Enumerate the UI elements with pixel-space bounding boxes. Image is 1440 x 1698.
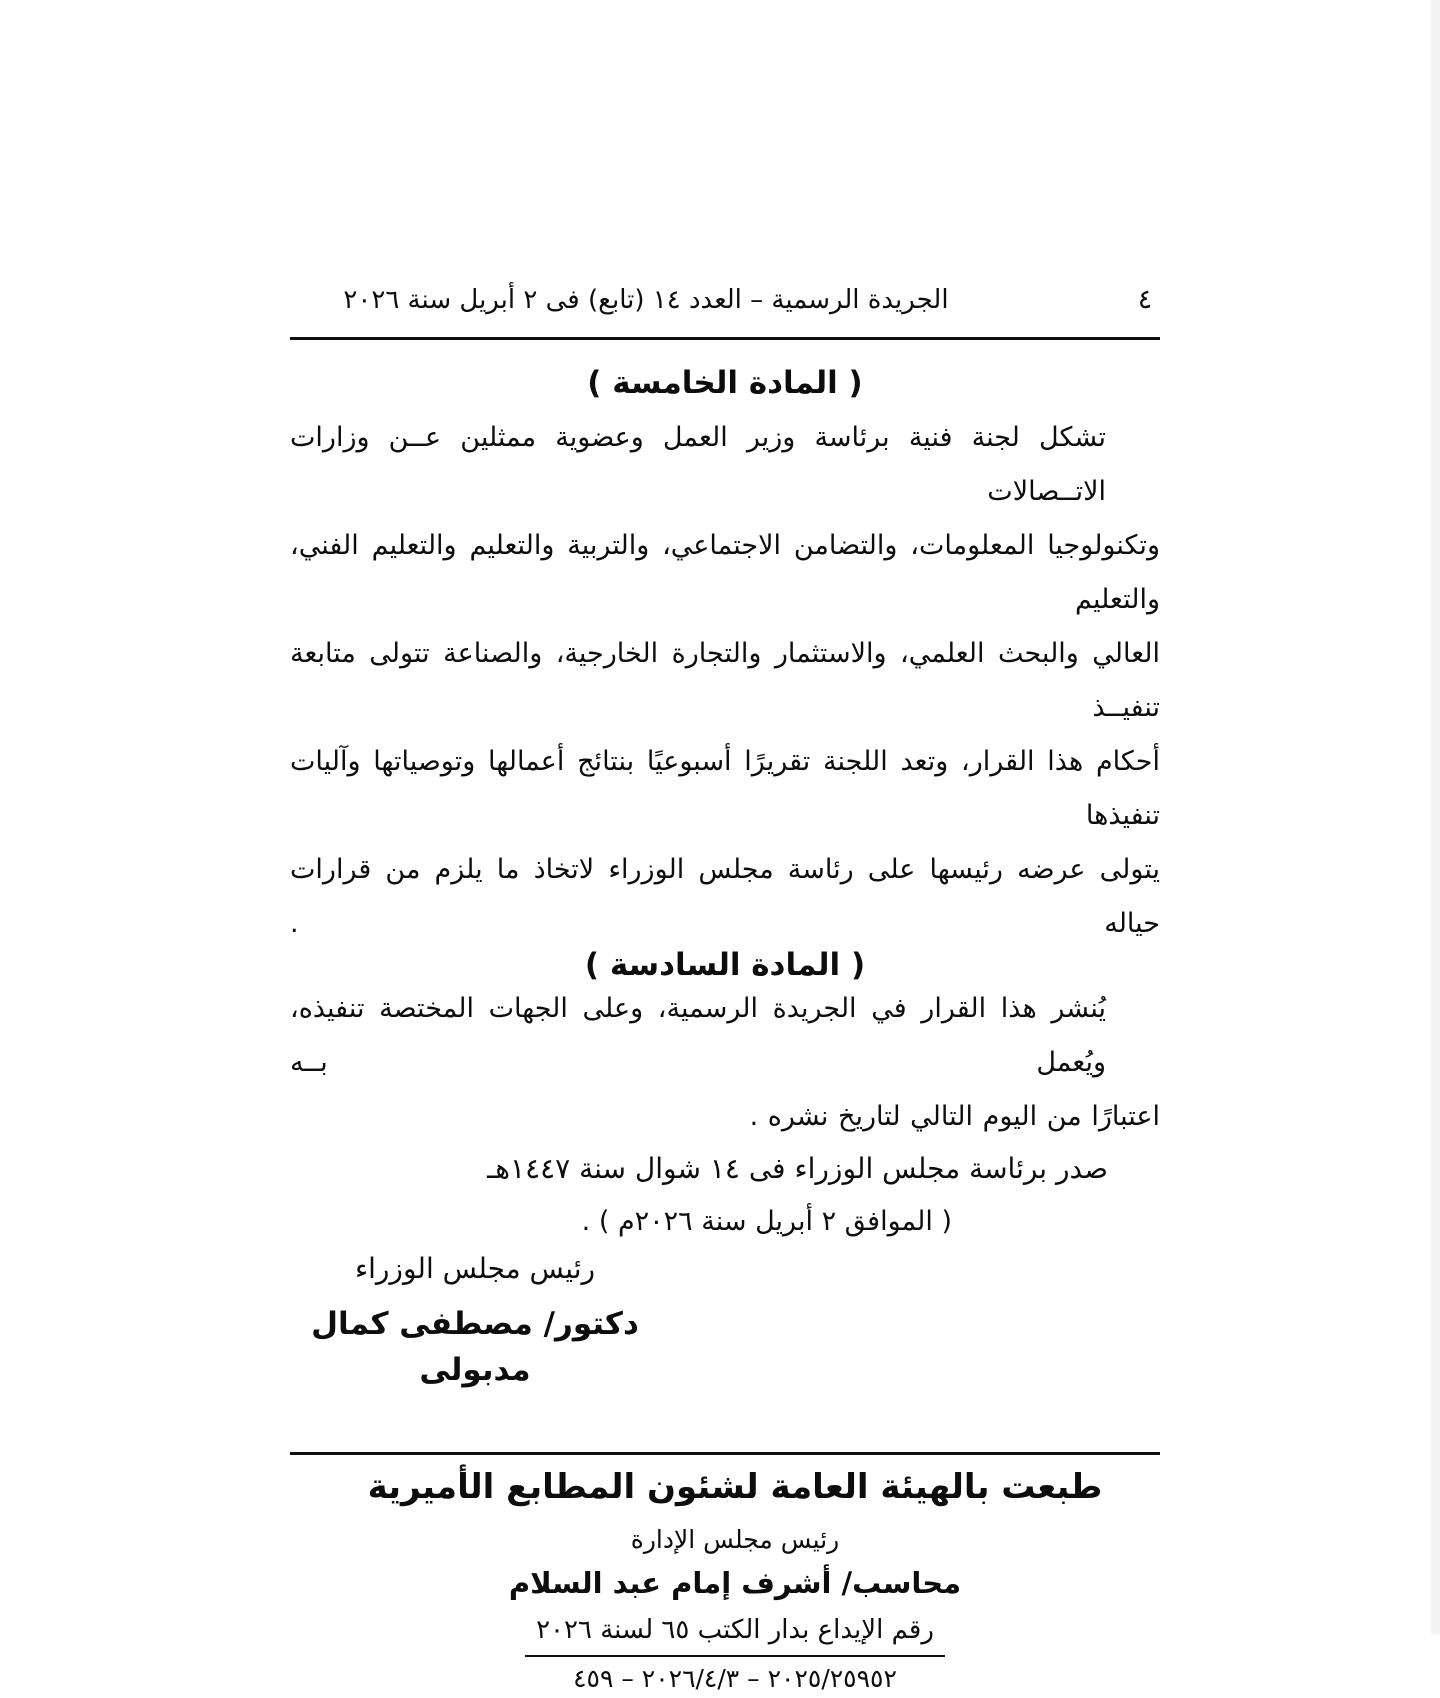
article-five-heading: ( المادة الخامسة ) bbox=[587, 365, 863, 401]
paragraph-line: اعتبارًا من اليوم التالي لتاريخ نشره . bbox=[749, 1101, 1160, 1132]
issuance-gregorian-date-line: ( الموافق ٢ أبريل سنة ٢٠٢٦م ) . bbox=[581, 1206, 952, 1237]
reference-numbers-line: ٢٠٢٥/٢٥٩٥٢ – ٢٠٢٦/٤/٣ – ٤٥٩ bbox=[573, 1664, 897, 1693]
deposit-number-line: رقم الإيداع بدار الكتب ٦٥ لسنة ٢٠٢٦ bbox=[536, 1615, 934, 1645]
paragraph-line: أحكام هذا القرار، وتعد اللجنة تقريرًا أسبوعيًا بنتائج أعمالها وتوصياتها وآليات تنفيذها bbox=[290, 746, 1160, 831]
signature-title: رئيس مجلس الوزراء bbox=[354, 1252, 596, 1285]
paragraph-line: يتولى عرضه رئيسها على رئاسة مجلس الوزراء لاتخاذ ما يلزم من قرارات حياله . bbox=[290, 854, 1160, 939]
article-six-paragraph bbox=[290, 982, 1160, 1144]
signature-name: دكتور/ مصطفى كمال مدبولى bbox=[311, 1306, 639, 1388]
scan-edge-shade bbox=[1431, 0, 1440, 1634]
footer-rule bbox=[290, 1452, 1160, 1455]
issuance-hijri-date-line: صدر برئاسة مجلس الوزراء فى ١٤ شوال سنة ١٤٤٧هـ bbox=[487, 1152, 1108, 1185]
board-chairman-name: محاسب/ أشرف إمام عبد السلام bbox=[508, 1566, 962, 1600]
paragraph-line: العالي والبحث العلمي، والاستثمار والتجارة الخارجية، والصناعة تتولى متابعة تنفيــذ bbox=[290, 638, 1160, 723]
article-five-paragraph bbox=[290, 411, 1160, 951]
page-header bbox=[290, 280, 1160, 320]
paragraph-line: وتكنولوجيا المعلومات، والتضامن الاجتماعي، والتربية والتعليم والتعليم الفني، والتعليم bbox=[290, 530, 1160, 615]
paragraph-line: يُنشر هذا القرار في الجريدة الرسمية، وعلى الجهات المختصة تنفيذه، ويُعمل بــه bbox=[290, 993, 1106, 1078]
board-chairman-title: رئيس مجلس الإدارة bbox=[630, 1525, 840, 1554]
printing-house-name: طبعت بالهيئة العامة لشئون المطابع الأميرية bbox=[367, 1467, 1103, 1507]
paragraph-line: تشكل لجنة فنية برئاسة وزير العمل وعضوية ممثلين عــن وزارات الاتــصالات bbox=[290, 422, 1106, 507]
article-six-heading: ( المادة السادسة ) bbox=[584, 947, 866, 983]
gazette-header-title: الجريدة الرسمية – العدد ١٤ (تابع) فى ٢ أبريل سنة ٢٠٢٦ bbox=[343, 285, 949, 315]
header-rule bbox=[290, 337, 1160, 340]
codes-rule bbox=[525, 1655, 945, 1657]
footer-block bbox=[300, 1464, 1170, 1698]
page-number: ٤ bbox=[1137, 284, 1153, 315]
signature-block bbox=[290, 1247, 660, 1393]
